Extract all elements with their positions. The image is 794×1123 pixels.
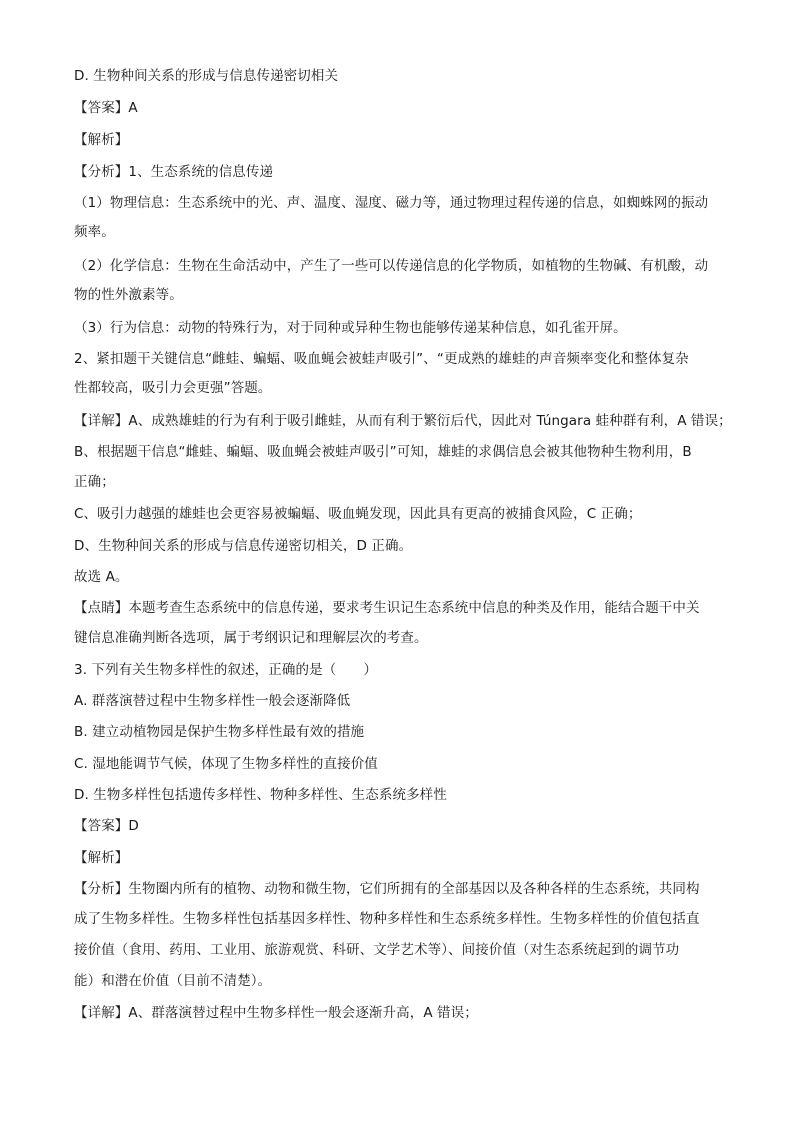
analysis-line: 【分析】1、生态系统的信息传递 <box>74 164 274 180</box>
analysis-line: （3）行为信息：动物的特殊行为，对于同种或异种生物也能够传递某种信息，如孔雀开屏。 <box>74 320 627 336</box>
option-d-q3: D. 生物多样性包括遗传多样性、物种多样性、生态系统多样性 <box>74 787 447 803</box>
detail-line: D、生物种间关系的形成与信息传递密切相关，D 正确。 <box>74 538 413 554</box>
analysis-line: 成了生物多样性。生物多样性包括基因多样性、物种多样性和生态系统多样性。生物多样性的价值包括直 <box>74 911 700 927</box>
detail-line: C、吸引力越强的雄蛙也会更容易被蝙蝠、吸血蝇发现，因此具有更高的被捕食风险，C 正确； <box>74 506 642 522</box>
analysis-line: 能）和潜在价值（目前不清楚）。 <box>74 973 272 989</box>
analysis-line: （2）化学信息：生物在生命活动中，产生了一些可以传递信息的化学物质，如植物的生物碱、有机酸，动 <box>74 258 709 274</box>
analysis-line: 频率。 <box>74 224 115 240</box>
choose-line: 故选 A。 <box>74 569 129 585</box>
option-d-q2: D. 生物种间关系的形成与信息传递密切相关 <box>74 68 339 84</box>
detail-line: B、根据题干信息“雌蛙、蝙蝠、吸血蝇会被蛙声吸引”可知，雄蛙的求偶信息会被其他物种生物利用，B <box>74 444 692 460</box>
comment-line: 键信息准确判断各选项，属于考纲识记和理解层次的考查。 <box>74 630 428 646</box>
analysis-line: 2、紧扣题干关键信息“雌蛙、蝙蝠、吸血蝇会被蛙声吸引”、“更成熟的雄蛙的声音频率变化和整体复杂 <box>74 351 689 367</box>
analysis-heading-q2: 【解析】 <box>74 132 129 148</box>
option-c-q3: C. 湿地能调节气候，体现了生物多样性的直接价值 <box>74 756 378 772</box>
analysis-heading-q3: 【解析】 <box>74 850 129 866</box>
analysis-line: （1）物理信息：生态系统中的光、声、温度、湿度、磁力等，通过物理过程传递的信息，如蜘蛛网的振动 <box>74 195 709 211</box>
analysis-line: 接价值（食用、药用、工业用、旅游观赏、科研、文学艺术等）、间接价值（对生态系统起到的调节功 <box>74 942 680 958</box>
comment-line: 【点睛】本题考查生态系统中的信息传递，要求考生识记生态系统中信息的种类及作用，能结合题干中关 <box>74 600 700 616</box>
option-b-q3: B. 建立动植物园是保护生物多样性最有效的措施 <box>74 724 365 740</box>
analysis-line: 【分析】生物圈内所有的植物、动物和微生物，它们所拥有的全部基因以及各种各样的生态系统，共同构 <box>74 881 700 897</box>
analysis-line: 性都较高，吸引力会更强”答题。 <box>74 380 272 396</box>
answer-q2: 【答案】A <box>74 100 138 116</box>
detail-line: 【详解】A、群落演替过程中生物多样性一般会逐渐升高，A 错误； <box>74 1005 478 1021</box>
question-3: 3. 下列有关生物多样性的叙述，正确的是（ ） <box>74 662 378 678</box>
detail-line: 【详解】A、成熟雄蛙的行为有利于吸引雌蛙，从而有利于繁衍后代，因此对 Túngara 蛙种群有利，A 错误； <box>74 413 732 429</box>
analysis-line: 物的性外激素等。 <box>74 287 183 303</box>
option-a-q3: A. 群落演替过程中生物多样性一般会逐渐降低 <box>74 693 351 709</box>
answer-q3: 【答案】D <box>74 818 139 834</box>
detail-line: 正确； <box>74 474 115 490</box>
